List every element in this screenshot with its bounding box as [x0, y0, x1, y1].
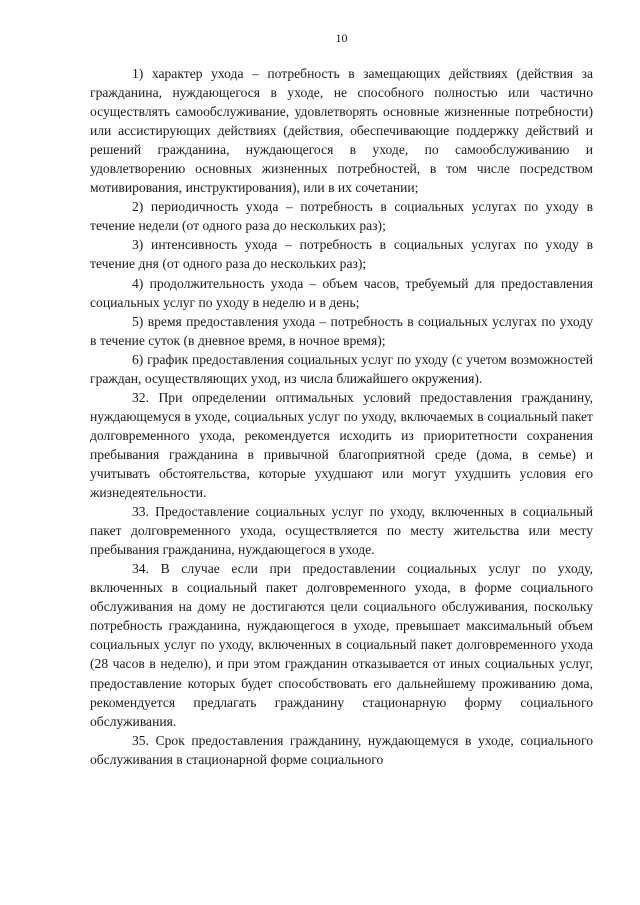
page-number: 10 [335, 31, 348, 45]
paragraph-care-time: 5) время предоставления ухода – потребность в социальных услугах по уходу в течение суток (в дневное время, в ночное время); [90, 313, 593, 348]
document-body [90, 64, 593, 769]
paragraph-care-character: 1) характер ухода – потребность в замещающих действиях (действия за гражданина, нуждающегося в уходе, не способного полностью или частично осуществлять самообслуживание, удовлетворять основные жизненные потребности) или ассистирующих действиях (действия, обеспечивающие поддержку действий и решений гражданина, нуждающегося в уходе, по самообслуживанию и удовлетворению основных жизненных потребностей, в том числе посредством мотивирования, инструктирования), или в их сочетании; [90, 66, 593, 196]
paragraph-care-intensity: 3) интенсивность ухода – потребность в социальных услугах по уходу в течение дня (от одного раза до нескольких раз); [90, 237, 593, 272]
paragraph-33: 33. Предоставление социальных услуг по уходу, включенных в социальный пакет долговременного ухода, осуществляется по месту жительства или месту пребывания гражданина, нуждающегося в уходе. [90, 504, 593, 558]
paragraph-34: 34. В случае если при предоставлении социальных услуг по уходу, включенных в социальный пакет долговременного ухода, в форме социального обслуживания на дому не достигаются цели социального обслуживания, поскольку потребность гражданина, нуждающегося в уходе, превышает максимальный объем социальных услуг по уходу, включенных в социальный пакет долговременного ухода (28 часов в неделю), и при этом гражданин отказывается от иных социальных услуг, предоставление которых будет способствовать его дальнейшему проживанию дома, рекомендуется предлагать гражданину стационарную форму социального обслуживания. [90, 561, 593, 729]
paragraph-care-duration: 4) продолжительность ухода – объем часов, требуемый для предоставления социальных услуг по уходу в неделю и в день; [90, 275, 593, 310]
paragraph-32: 32. При определении оптимальных условий предоставления гражданину, нуждающемуся в уходе, социальных услуг по уходу, включаемых в социальный пакет долговременного ухода, рекомендуется исходить из приоритетности сохранения пребывания гражданина в привычной благоприятной среде (дома, в семье) и учитывать обстоятельства, которые ухудшают или могут ухудшить условия его жизнедеятельности. [90, 389, 593, 501]
paragraph-35: 35. Срок предоставления гражданину, нуждающемуся в уходе, социального обслуживания в стационарной форме социального [90, 732, 593, 767]
paragraph-care-schedule: 6) график предоставления социальных услуг по уходу (с учетом возможностей граждан, осуществляющих уход, из числа ближайшего окружения). [90, 351, 593, 386]
paragraph-care-periodicity: 2) периодичность ухода – потребность в социальных услугах по уходу в течение недели (от одного раза до нескольких раз); [90, 199, 593, 234]
